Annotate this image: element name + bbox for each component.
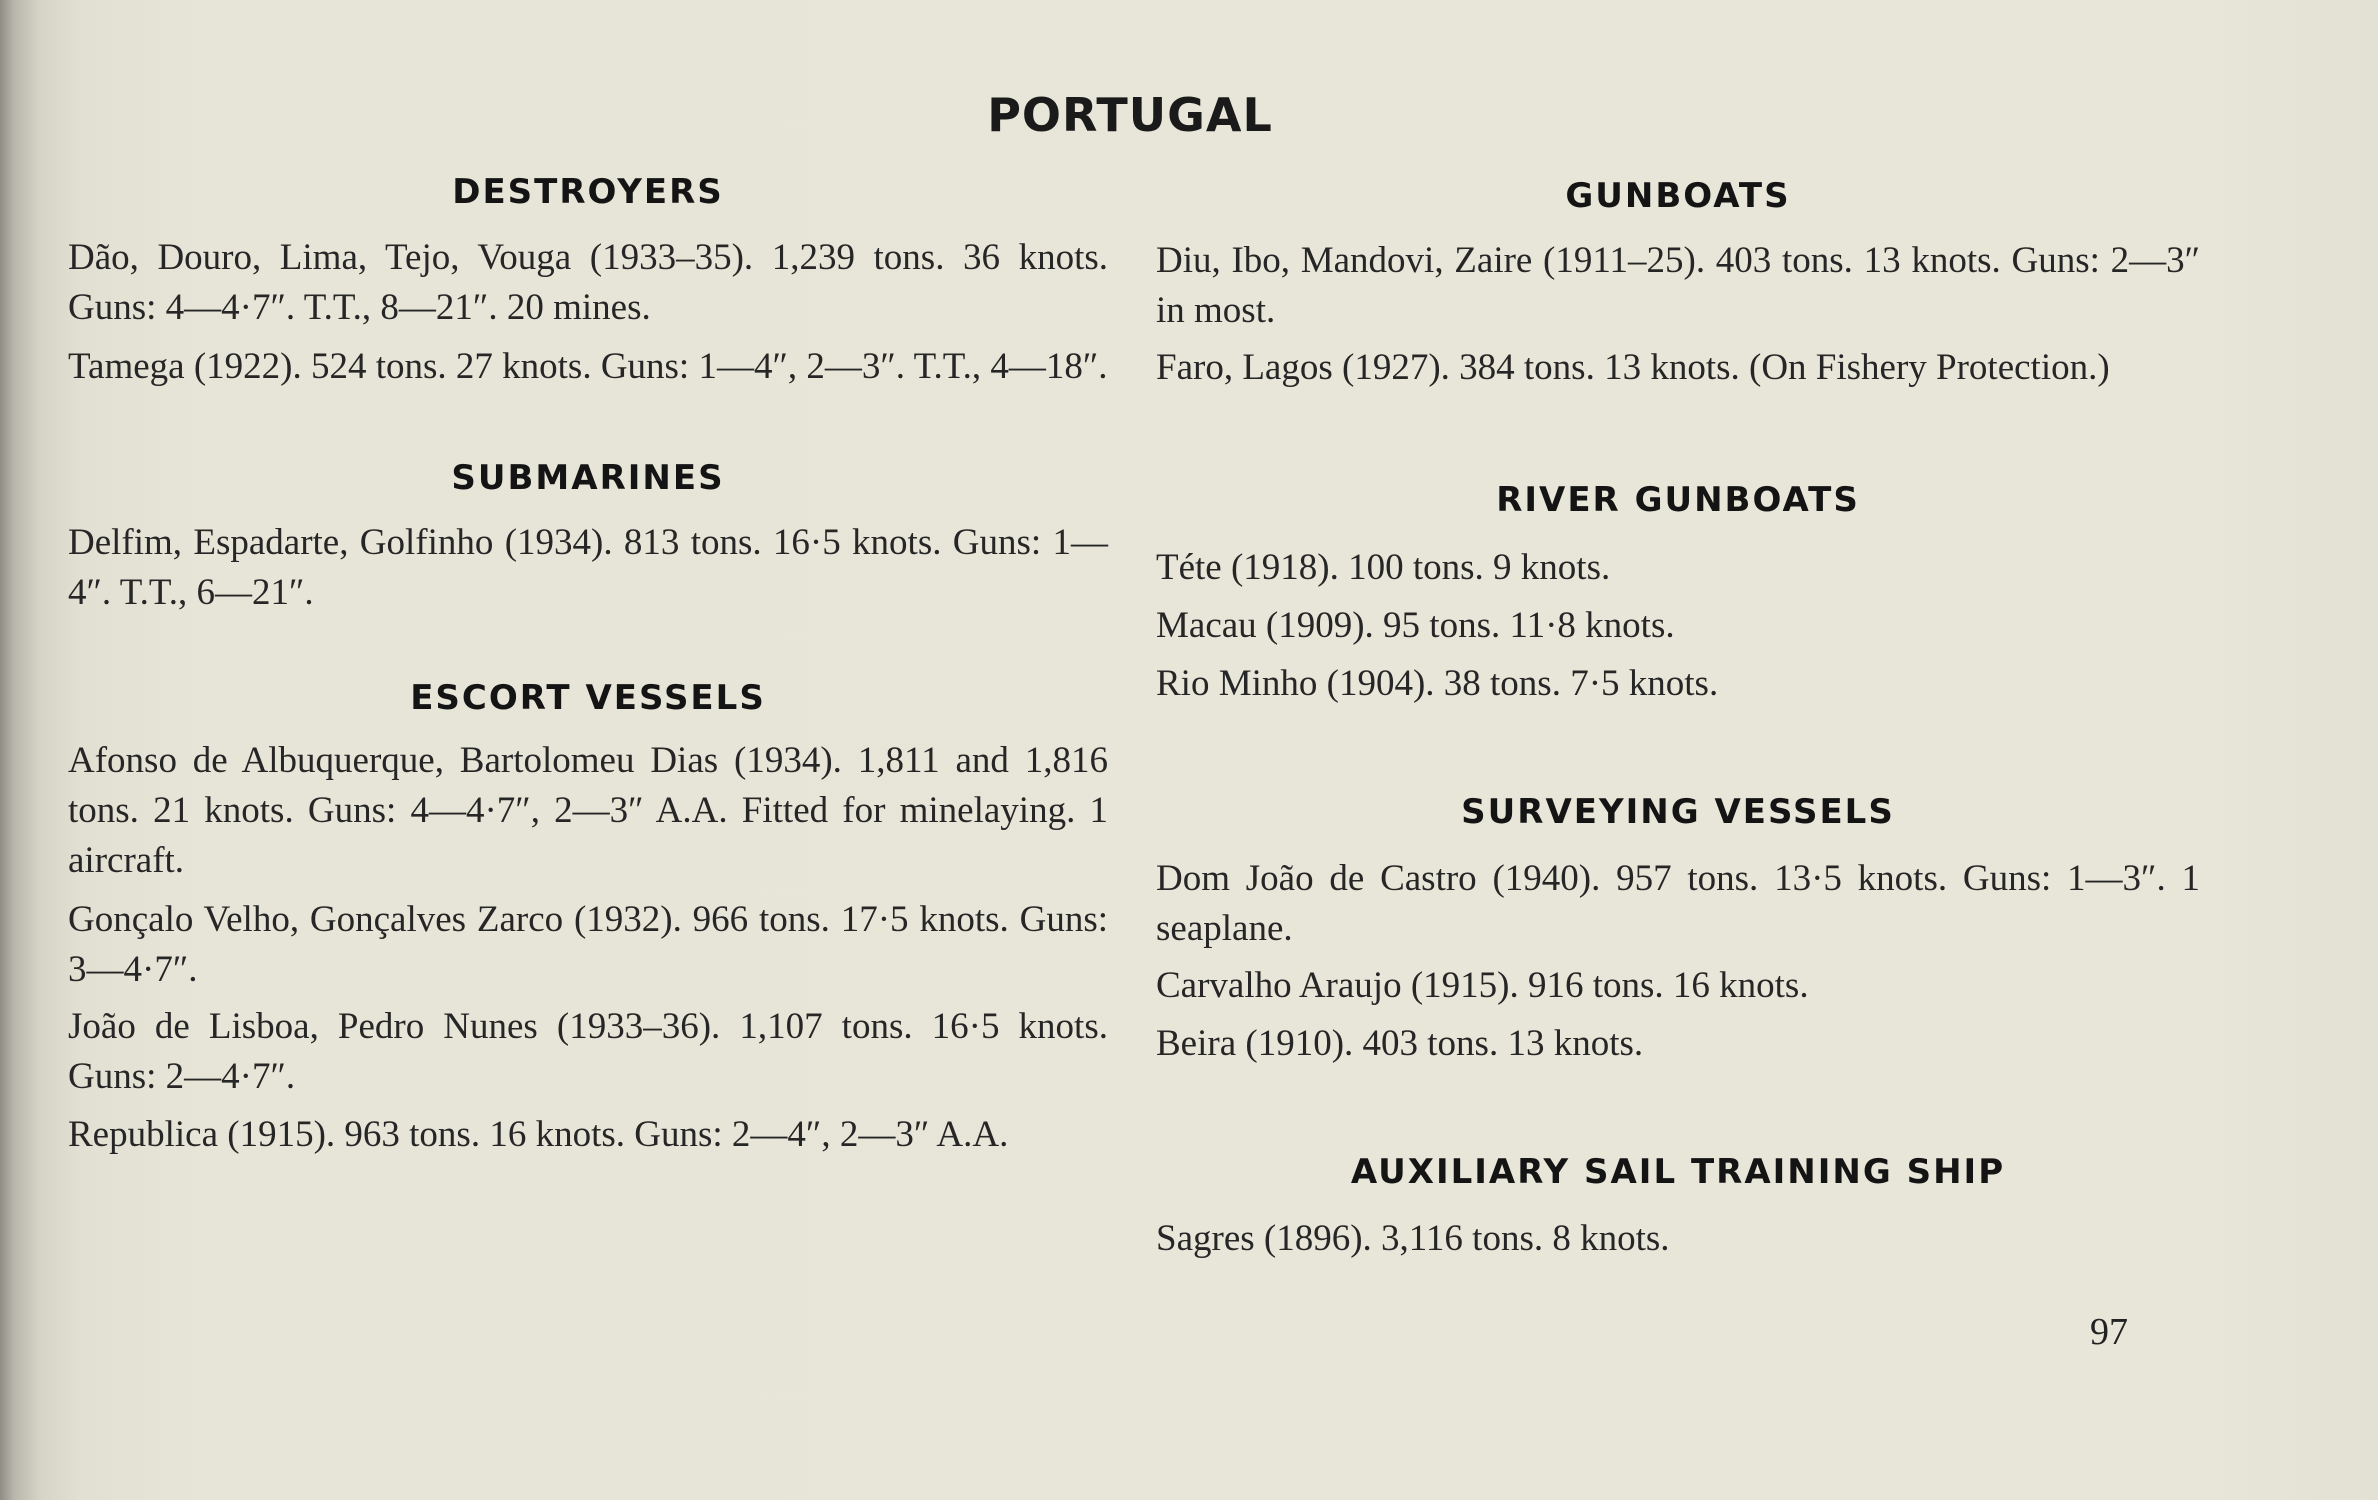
section-heading-river-gunboats: RIVER GUNBOATS [1496,480,1860,520]
page-number: 97 [2090,1311,2128,1353]
entry-destroyers-dao: Dão, Douro, Lima, Tejo, Vouga (1933–35). 1,239 tons. 36 knots. Guns: 4—4·7″. T.T., 8—21″. 20 mines. [68,237,1108,328]
section-heading-submarines: SUBMARINES [451,458,725,498]
entry-river-macau: Macau (1909). 95 tons. 11·8 knots. [1156,605,1675,646]
entry-submarines-delfim: Delfim, Espadarte, Golfinho (1934). 813 tons. 16·5 knots. Guns: 1—4″. T.T., 6—21″. [68,522,1108,613]
entry-river-rio-minho: Rio Minho (1904). 38 tons. 7·5 knots. [1156,663,1719,704]
entry-auxiliary-sagres: Sagres (1896). 3,116 tons. 8 knots. [1156,1218,1670,1259]
entry-gunboats-faro: Faro, Lagos (1927). 384 tons. 13 knots. (On Fishery Protection.) [1156,347,2110,388]
section-heading-auxiliary-sail-training-ship: AUXILIARY SAIL TRAINING SHIP [1350,1152,2006,1192]
section-heading-gunboats: GUNBOATS [1565,176,1791,216]
section-heading-destroyers: DESTROYERS [452,172,724,212]
page-title: PORTUGAL [987,88,1273,142]
entry-escort-afonso: Afonso de Albuquerque, Bartolomeu Dias (1934). 1,811 and 1,816 tons. 21 knots. Guns: 4—4·7″, 2—3″ A.A. Fitted for minelaying. 1 aircraft. [68,740,1108,881]
entry-destroyers-tamega: Tamega (1922). 524 tons. 27 knots. Guns: 1—4″, 2—3″. T.T., 4—18″. [68,346,1108,387]
entry-surveying-dom-joao: Dom João de Castro (1940). 957 tons. 13·5 knots. Guns: 1—3″. 1 seaplane. [1156,858,2200,949]
entry-gunboats-diu: Diu, Ibo, Mandovi, Zaire (1911–25). 403 tons. 13 knots. Guns: 2—3″ in most. [1156,240,2200,331]
entry-escort-joao: João de Lisboa, Pedro Nunes (1933–36). 1,107 tons. 16·5 knots. Guns: 2—4·7″. [68,1006,1108,1097]
section-heading-escort-vessels: ESCORT VESSELS [410,678,766,718]
section-heading-surveying-vessels: SURVEYING VESSELS [1461,792,1895,832]
entry-escort-goncalo: Gonçalo Velho, Gonçalves Zarco (1932). 966 tons. 17·5 knots. Guns: 3—4·7″. [68,899,1108,990]
entry-surveying-carvalho: Carvalho Araujo (1915). 916 tons. 16 knots. [1156,965,1809,1006]
entry-escort-republica: Republica (1915). 963 tons. 16 knots. Guns: 2—4″, 2—3″ A.A. [68,1114,1009,1155]
entry-river-tete: Téte (1918). 100 tons. 9 knots. [1156,547,1611,588]
entry-surveying-beira: Beira (1910). 403 tons. 13 knots. [1156,1023,1644,1064]
